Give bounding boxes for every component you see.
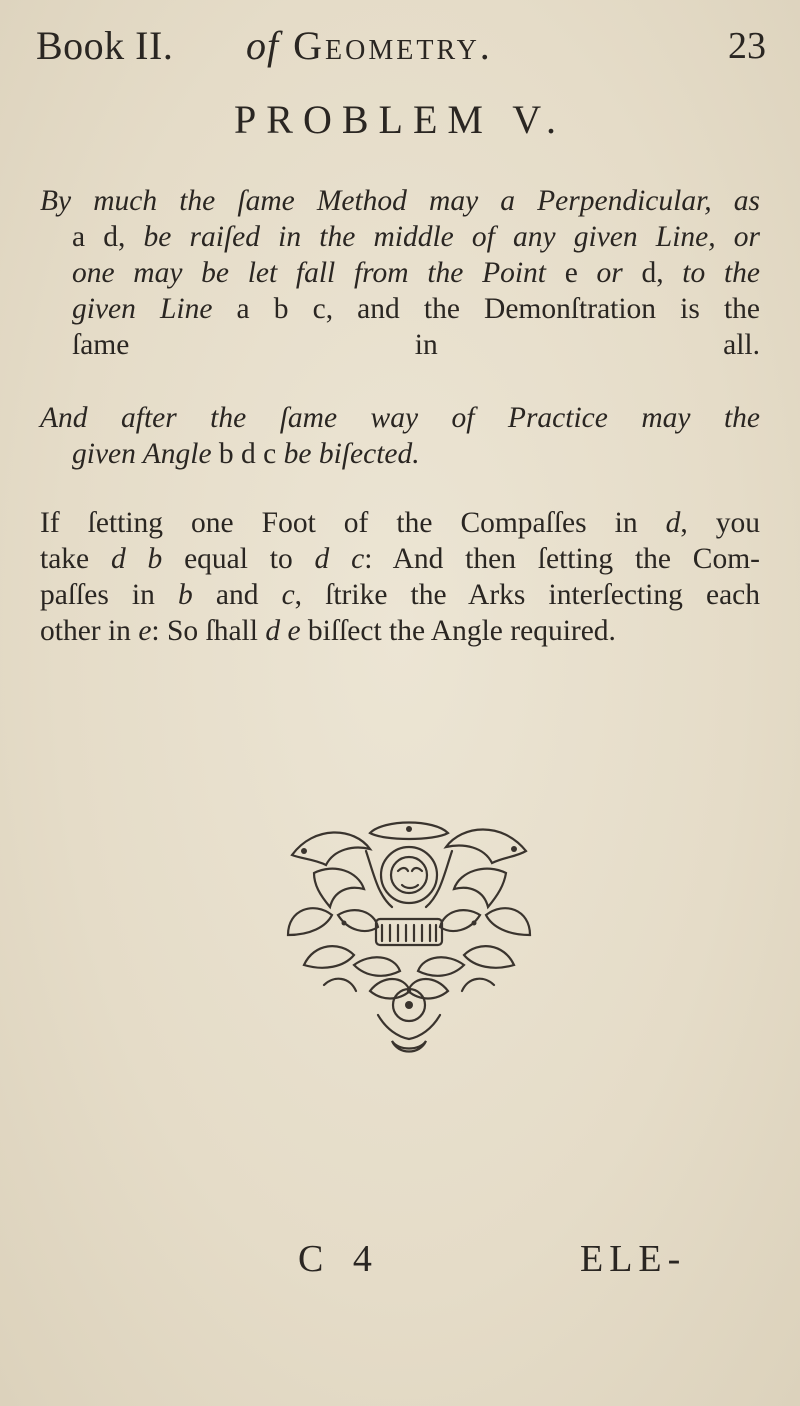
text-line [40,219,760,255]
text-run: , you [680,507,761,539]
text-run: c [281,579,295,611]
paragraph-bisect-angle [40,400,760,472]
text-line [40,505,760,541]
text-run: a b c, and the Demonſtration is the [236,293,760,325]
text-run: and [192,579,282,611]
text-run: equal to [162,543,315,575]
book-label: Book II. [36,23,174,68]
text-run: be raiſed in the middle of any given Line, or [143,221,760,253]
text-run: one may be let fall from the Point [72,257,565,289]
page-number: 23 [728,25,766,67]
text-line [40,541,760,577]
text-run: a d, [72,221,144,253]
text-line [40,613,760,649]
text-run: If ſetting one Foot of the Compaſſes in [40,507,666,539]
text-line [40,291,760,327]
running-title-of: of [246,23,280,68]
text-run: take [40,543,111,575]
text-run: or [577,257,642,289]
text-run: , ſtrike the Arks interſecting each [294,579,761,611]
text-line [40,327,760,363]
text-run: d, [641,257,683,289]
text-run: : So ſhall [151,615,266,647]
floral-fleuron-icon [274,815,544,1060]
text-run: By much the ſame Method may a Perpendicular, as [40,185,760,217]
text-line [40,436,760,472]
running-head [36,18,766,68]
text-run: : And then ſetting the Com- [364,543,761,575]
page-footer [0,1237,800,1287]
text-line [40,577,760,613]
text-run: e [564,257,578,289]
text-run: paſſes in [40,579,178,611]
catchword: ELE- [580,1238,687,1280]
signature-mark: C 4 [298,1238,382,1280]
paragraph-compasses [40,505,760,649]
problem-heading: PROBLEM V. [234,97,566,142]
text-run: other in [40,615,139,647]
text-run: given Angle [72,438,219,470]
text-run: e [138,615,152,647]
text-run: d c [314,543,365,575]
text-run: d e [265,615,301,647]
text-run: b d c [218,438,277,470]
text-run: ſame in all. [72,329,760,361]
text-run: And after the ſame way of Practice may the [40,402,760,434]
text-run: d [665,507,681,539]
text-run: d b [110,543,163,575]
text-run: b [178,579,193,611]
running-title-geometry: Geometry. [293,23,493,68]
text-line [40,255,760,291]
paragraph-perpendicular [40,183,760,363]
text-run: be biſected. [276,438,420,470]
text-line [40,183,760,219]
running-title [246,22,493,69]
text-line [40,400,760,436]
text-run: given Line [72,293,237,325]
text-run: biſſect the Angle required. [300,615,616,647]
text-run: to the [682,257,760,289]
